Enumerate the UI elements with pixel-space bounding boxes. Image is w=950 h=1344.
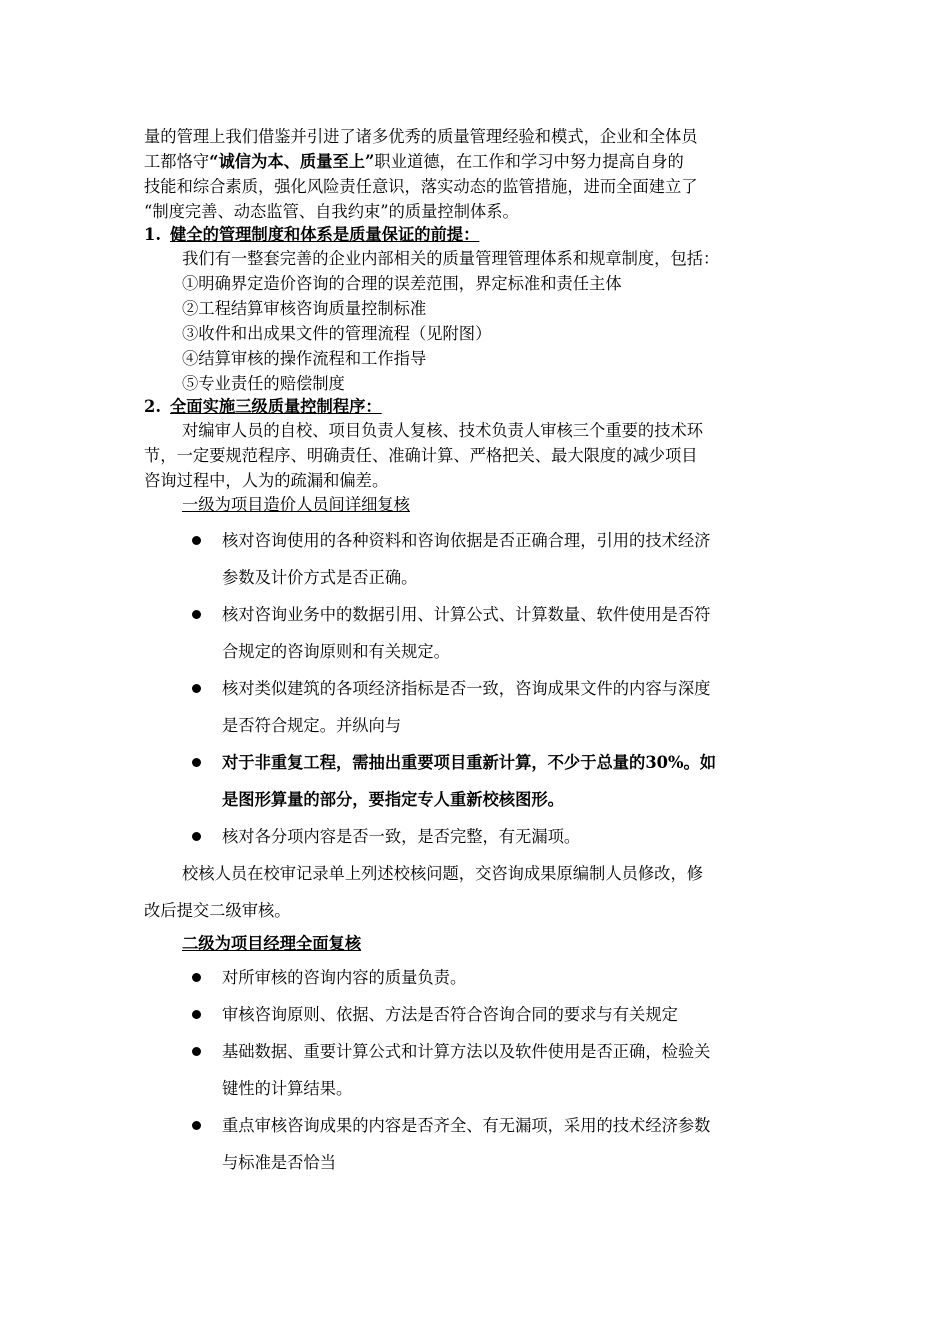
bullet-text: 核对咨询业务中的数据引用、计算公式、计算数量、软件使用是否符 [222, 605, 711, 624]
bullet-text: 参数及计价方式是否正确。 [222, 568, 418, 587]
section-number: 1. [144, 225, 161, 244]
section-1-heading [144, 224, 806, 246]
bullet-text: 与标准是否恰当 [222, 1153, 336, 1172]
bullet-item [144, 996, 806, 1033]
bullet-icon [192, 1047, 201, 1056]
section-2-paragraph-line-3: 咨询过程中，人为的疏漏和偏差。 [144, 471, 389, 490]
bullet-text: 核对类似建筑的各项经济指标是否一致，咨询成果文件的内容与深度 [222, 679, 711, 698]
bullet-icon [192, 973, 201, 982]
intro-line-2 [144, 149, 806, 174]
bullet-icon [192, 832, 201, 841]
intro-line-4: “制度完善、动态监管、自我约束”的质量控制体系。 [144, 202, 519, 221]
bullet-text: 重点审核咨询成果的内容是否齐全、有无漏项，采用的技术经济参数 [222, 1116, 711, 1135]
bullet-icon [192, 758, 201, 767]
bullet-icon [192, 1010, 201, 1019]
bullet-text: 对所审核的咨询内容的质量负责。 [222, 968, 467, 987]
section-number: 2. [144, 397, 161, 416]
intro-text: 工都恪守 [144, 152, 210, 171]
check-paragraph-line-1: 校核人员在校审记录单上列述校核问题，交咨询成果原编制人员修改，修 [182, 864, 704, 883]
list-item: ①明确界定造价咨询的合理的误差范围，界定标准和责任主体 [182, 274, 622, 293]
bullet-item-bold [144, 744, 806, 818]
section-title: 全面实施三级质量控制程序： [170, 397, 382, 416]
bullet-text: 键性的计算结果。 [222, 1079, 353, 1098]
bullet-text: 是图形算量的部分，要指定专人重新校核图形。 [222, 790, 564, 809]
bullet-icon [192, 536, 201, 545]
list-item: ②工程结算审核咨询质量控制标准 [182, 299, 427, 318]
bullet-icon [192, 684, 201, 693]
bullet-item [144, 1033, 806, 1107]
level-1-title: 一级为项目造价人员间详细复核 [182, 495, 410, 514]
bullet-text: 是否符合规定。并纵向与 [222, 716, 402, 735]
intro-paragraph [144, 124, 806, 224]
document-page [144, 124, 806, 1181]
section-1-lead: 我们有一整套完善的企业内部相关的质量管理管理体系和规章制度，包括： [182, 249, 720, 268]
bullet-text: 对于非重复工程，需抽出重要项目重新计算，不少于总量的30%。如 [222, 753, 717, 772]
bullet-item [144, 1107, 806, 1181]
bullet-item [144, 959, 806, 996]
level-2-title: 二级为项目经理全面复核 [182, 934, 362, 953]
bullet-text: 基础数据、重要计算公式和计算方法以及软件使用是否正确，检验关 [222, 1042, 711, 1061]
bullet-item [144, 670, 806, 744]
bullet-item [144, 522, 806, 596]
bullet-text: 审核咨询原则、依据、方法是否符合咨询合同的要求与有关规定 [222, 1005, 678, 1024]
bullet-text: 合规定的咨询原则和有关规定。 [222, 642, 450, 661]
bullet-item [144, 818, 806, 855]
bullet-icon [192, 1121, 201, 1130]
section-2-paragraph-line-2: 节，一定要规范程序、明确责任、准确计算、严格把关、最大限度的减少项目 [144, 446, 698, 465]
section-2-heading [144, 396, 806, 418]
intro-text: 职业道德，在工作和学习中努力提高自身的 [374, 152, 684, 171]
section-title: 健全的管理制度和体系是质量保证的前提： [170, 225, 480, 244]
bullet-item [144, 596, 806, 670]
list-item: ③收件和出成果文件的管理流程（见附图） [182, 324, 492, 343]
bullet-text: 核对咨询使用的各种资料和咨询依据是否正确合理，引用的技术经济 [222, 531, 711, 550]
motto-bold: “诚信为本、质量至上” [209, 152, 375, 171]
list-item: ④结算审核的操作流程和工作指导 [182, 349, 427, 368]
list-item: ⑤专业责任的赔偿制度 [182, 374, 345, 393]
check-paragraph-line-2: 改后提交二级审核。 [144, 901, 291, 920]
intro-line-1: 量的管理上我们借鉴并引进了诸多优秀的质量管理经验和模式，企业和全体员 [144, 127, 698, 146]
intro-line-3: 技能和综合素质，强化风险责任意识，落实动态的监管措施，进而全面建立了 [144, 177, 698, 196]
bullet-icon [192, 610, 201, 619]
bullet-text: 核对各分项内容是否一致，是否完整，有无漏项。 [222, 827, 581, 846]
section-2-paragraph-line-1: 对编审人员的自校、项目负责人复核、技术负责人审核三个重要的技术环 [182, 421, 704, 440]
